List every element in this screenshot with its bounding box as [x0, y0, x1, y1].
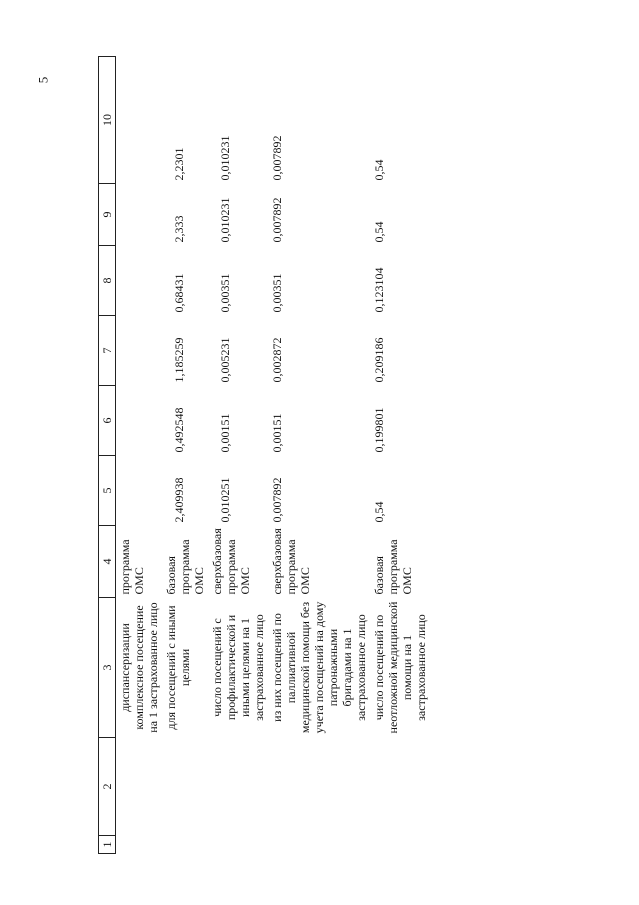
cell-value [116, 246, 163, 316]
header-col-1: 1 [99, 836, 116, 854]
cell-program: сверхбазовая программа ОМС [270, 528, 312, 595]
cell-col-1 [116, 836, 163, 854]
cell-value: 2,333 [172, 215, 186, 243]
header-col-8: 8 [99, 246, 116, 316]
cell-value: 0,00151 [218, 413, 232, 453]
cell-value: 0,199801 [372, 407, 386, 453]
cell-value: 0,54 [372, 159, 386, 181]
cell-value: 0,005231 [218, 337, 232, 383]
cell-value: 0,54 [372, 501, 386, 523]
cell-value: 0,00351 [270, 273, 284, 313]
page-number: 5 [35, 76, 51, 84]
cell-col-2 [370, 738, 430, 836]
cell-value [116, 456, 163, 526]
cell-value [116, 316, 163, 386]
table-row [268, 57, 370, 854]
cell-program: базовая программа ОМС [164, 539, 206, 595]
header-col-6: 6 [99, 386, 116, 456]
cell-value: 0,007892 [270, 477, 284, 523]
rotated-table-container [98, 57, 535, 854]
cell-value: 0,002872 [270, 337, 284, 383]
cell-value: 0,007892 [270, 135, 284, 181]
table-row [208, 57, 268, 854]
cell-value: 0,00151 [270, 413, 284, 453]
cell-col-1 [208, 836, 268, 854]
cell-value: 0,010251 [218, 477, 232, 523]
cell-indicator: число посещений с профилактической и иными целями на 1 застрахованное лицо [210, 614, 266, 721]
cell-value: 0,007892 [270, 197, 284, 243]
header-col-10: 10 [99, 57, 116, 184]
cell-value: 0,492548 [172, 407, 186, 453]
cell-col-1 [268, 836, 370, 854]
cell-value: 0,68431 [172, 273, 186, 313]
cell-col-2 [162, 738, 208, 836]
cell-indicator: для посещений с иными целями [164, 605, 192, 730]
cell-value: 2,409938 [172, 477, 186, 523]
table-row [116, 57, 163, 854]
cell-program: сверхбазовая программа ОМС [210, 528, 252, 595]
table-row [370, 57, 430, 854]
header-col-3: 3 [99, 598, 116, 738]
cell-value: 0,209186 [372, 337, 386, 383]
cell-value [116, 57, 163, 184]
cell-col-2 [116, 738, 163, 836]
cell-value: 0,010231 [218, 197, 232, 243]
cell-value: 0,00351 [218, 273, 232, 313]
cell-value: 2,2301 [172, 147, 186, 181]
table-row [162, 57, 208, 854]
cell-value [116, 386, 163, 456]
cell-value: 1,185259 [172, 337, 186, 383]
cell-col-2 [208, 738, 268, 836]
cell-col-1 [370, 836, 430, 854]
header-col-4: 4 [99, 526, 116, 598]
cell-col-2 [268, 738, 370, 836]
cell-value: 0,54 [372, 221, 386, 243]
cell-indicator: диспансеризации комплексное посещение на 1 застрахованное лицо [118, 602, 160, 733]
cell-indicator: из них посещений по паллиативной медицинской помощи без учета посещений на дому патронажными бригадами на 1 застрахованное лицо [270, 601, 368, 734]
cell-value: 0,123104 [372, 267, 386, 313]
cell-program: базовая программа ОМС [372, 539, 414, 595]
header-row [99, 57, 116, 854]
data-table [98, 56, 430, 854]
cell-value: 0,010231 [218, 135, 232, 181]
cell-col-1 [162, 836, 208, 854]
header-col-5: 5 [99, 456, 116, 526]
header-col-2: 2 [99, 738, 116, 836]
header-col-9: 9 [99, 184, 116, 246]
header-col-7: 7 [99, 316, 116, 386]
cell-value [116, 184, 163, 246]
cell-program: программа ОМС [118, 539, 146, 595]
cell-indicator: число посещений по неотложной медицинской помощи на 1 застрахованное лицо [372, 601, 428, 734]
